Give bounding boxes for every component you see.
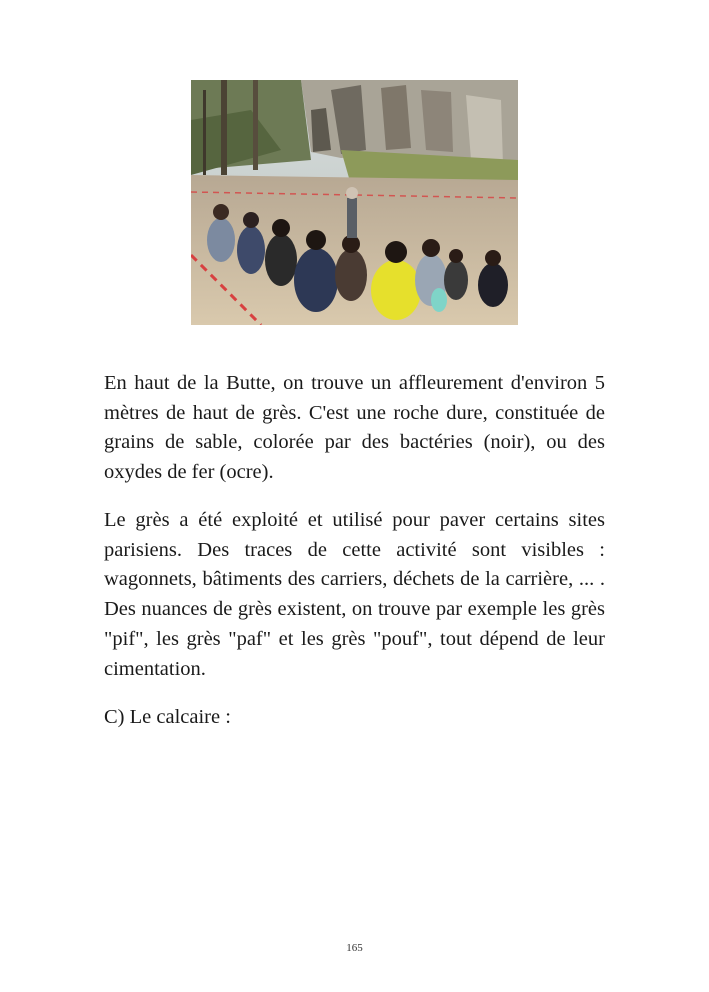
page-number: 165 [346,942,363,954]
paragraph-gres-description: En haut de la Butte, on trouve un affleurement d'environ 5 mètres de haut de grès. C'est une roche dure, constituée de grains de sable, colorée par des bactéries (noir), ou des oxydes de fer (ocre). [104,372,605,484]
paragraph-gres-exploitation: Le grès a été exploité et utilisé pour paver certains sites parisiens. Des traces de cette activité sont visibles : wagonnets, bâtiments des carriers, déchets de la carrière, ... . Des nuances de grès existent, on trouve par exemple les grès "pif", les grès "paf" et les grès "pouf", tout dépend de leur cimentation. [104,509,605,680]
quarry-photo [191,80,518,325]
section-heading: C) Le calcaire : [104,706,231,728]
